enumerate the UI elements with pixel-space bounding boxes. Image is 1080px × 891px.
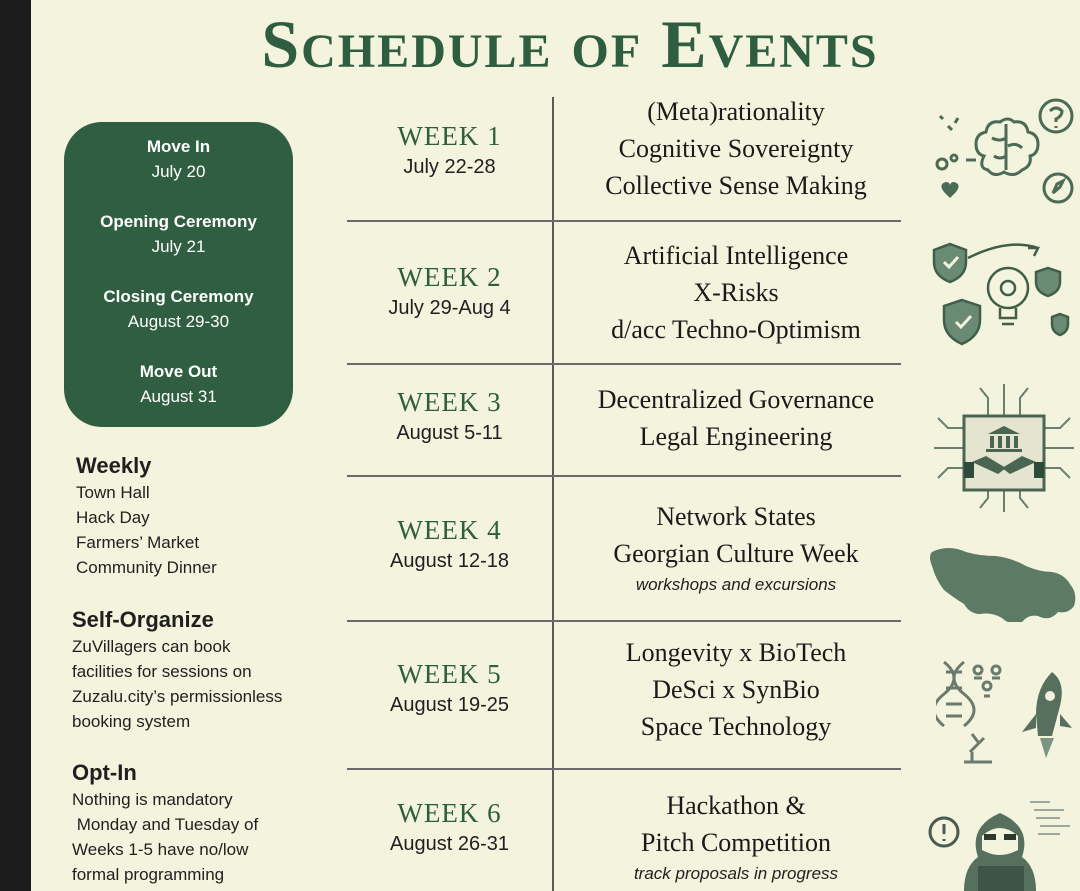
key-dates-box [64, 122, 293, 427]
self-organize-title: Self-Organize [72, 607, 214, 632]
topic: Cognitive Sovereignty [618, 134, 854, 163]
week-6-header [347, 796, 552, 858]
weekly-item: Hack Day [76, 508, 150, 527]
week-label: WEEK 3 [397, 387, 502, 417]
week-label: WEEK 4 [397, 515, 502, 545]
key-date-label: Move Out [139, 362, 218, 381]
page-title: Schedule of Events [261, 6, 879, 82]
week-5-topics [556, 634, 916, 745]
week-dates: July 29-Aug 4 [388, 297, 511, 319]
opt-in-line: Monday and Tuesday of [72, 815, 259, 834]
schedule-divider-vertical [552, 97, 554, 891]
key-date-label: Opening Ceremony [100, 212, 257, 231]
self-organize-line: facilities for sessions on [72, 662, 252, 681]
key-date-item [64, 211, 293, 258]
key-date-value: August 29-30 [127, 312, 230, 331]
row-divider [347, 620, 901, 622]
row-divider [347, 220, 901, 222]
hacker-icon [928, 796, 1080, 891]
topic: Pitch Competition [641, 828, 831, 857]
opt-in-title: Opt-In [72, 760, 137, 785]
week-label: WEEK 2 [397, 262, 502, 292]
weekly-item: Community Dinner [76, 558, 217, 577]
opt-in-line: formal programming [72, 865, 225, 884]
week-label: WEEK 6 [397, 798, 502, 828]
week-dates: August 12-18 [390, 550, 509, 572]
topic: Legal Engineering [639, 422, 833, 451]
topic-note: workshops and excursions [635, 575, 837, 594]
week-5-header [347, 657, 552, 719]
week-1-header [347, 119, 552, 181]
weekly-item: Town Hall [76, 483, 150, 502]
week-dates: August 5-11 [396, 422, 503, 444]
week-3-topics [556, 381, 916, 455]
topic: DeSci x SynBio [652, 675, 820, 704]
row-divider [347, 475, 901, 477]
key-date-item [64, 136, 293, 183]
week-3-header [347, 385, 552, 447]
left-edge-bar [0, 0, 31, 891]
week-dates: August 19-25 [390, 694, 509, 716]
topic: (Meta)rationality [647, 97, 825, 126]
weekly-section [76, 452, 217, 580]
topic-note: track proposals in progress [633, 864, 839, 883]
topic: Space Technology [640, 712, 832, 741]
topic: Hackathon & [666, 791, 806, 820]
topic: Georgian Culture Week [613, 539, 859, 568]
topic: d/acc Techno-Optimism [611, 315, 861, 344]
georgia-map-icon [930, 544, 1080, 622]
topic: Longevity x BioTech [625, 638, 847, 667]
governance-handshake-icon [928, 378, 1080, 520]
key-date-item [64, 286, 293, 333]
topic: Network States [656, 502, 816, 531]
week-6-topics [556, 787, 916, 887]
week-dates: August 26-31 [390, 833, 509, 855]
opt-in-line: Nothing is mandatory [72, 790, 233, 809]
science-rocket-icon [936, 658, 1076, 768]
key-date-label: Move In [146, 137, 211, 156]
topic: Collective Sense Making [605, 171, 867, 200]
self-organize-line: Zuzalu.city’s permissionless [72, 687, 283, 706]
week-1-topics [556, 93, 916, 204]
topic: Artificial Intelligence [623, 241, 849, 270]
opt-in-section [72, 759, 258, 887]
week-4-header [347, 513, 552, 575]
key-date-label: Closing Ceremony [103, 287, 254, 306]
topic: X-Risks [693, 278, 779, 307]
opt-in-line: Weeks 1-5 have no/low [72, 840, 249, 859]
self-organize-line: booking system [72, 712, 191, 731]
week-dates: July 22-28 [403, 156, 496, 178]
week-2-header [347, 260, 552, 322]
shield-lightbulb-icon [928, 236, 1076, 348]
self-organize-line: ZuVillagers can book [72, 637, 231, 656]
row-divider [347, 363, 901, 365]
weekly-title: Weekly [76, 453, 152, 478]
row-divider [347, 768, 901, 770]
self-organize-section [72, 606, 282, 734]
weekly-item: Farmers’ Market [76, 533, 200, 552]
week-2-topics [556, 237, 916, 348]
topic: Decentralized Governance [597, 385, 875, 414]
week-label: WEEK 5 [397, 659, 502, 689]
key-date-item [64, 361, 293, 408]
key-date-value: July 20 [151, 162, 206, 181]
key-date-value: August 31 [140, 387, 217, 406]
week-4-topics [556, 498, 916, 598]
key-date-value: July 21 [151, 237, 206, 256]
week-label: WEEK 1 [397, 121, 502, 151]
brain-icon [922, 96, 1078, 210]
